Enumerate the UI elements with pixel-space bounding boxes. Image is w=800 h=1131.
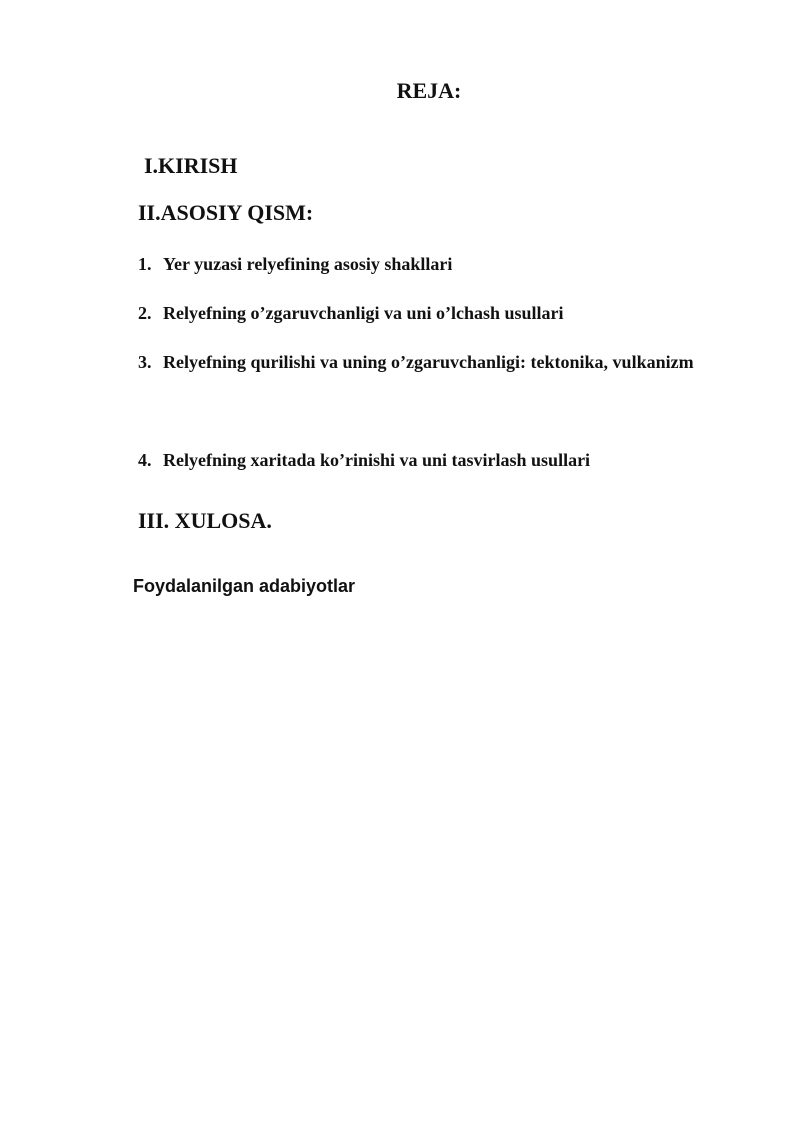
outline-item-number: 2.	[138, 303, 152, 323]
section-heading-conclusion: III. XULOSA.	[138, 508, 272, 533]
outline-item-text: Relyefning xaritada ko’rinishi va uni tasvirlash usullari	[163, 450, 591, 470]
outline-item-text: Relyefning o’zgaruvchanligi va uni o’lchash usullari	[163, 303, 564, 323]
outline-item-number: 1.	[138, 254, 152, 274]
outline-item-text: Relyefning qurilishi va uning o’zgaruvchanligi: tektonika, vulkanizm	[163, 352, 694, 372]
section-heading-main: II.ASOSIY QISM:	[138, 200, 314, 225]
outline-item	[138, 240, 742, 289]
outline-item-number: 3.	[138, 352, 152, 372]
references-heading: Foydalanilgan adabiyotlar	[133, 576, 356, 596]
outline-item	[138, 289, 742, 338]
outline-item	[138, 436, 742, 485]
outline-item-number: 4.	[138, 450, 152, 470]
document-title: REJA:	[396, 78, 462, 103]
outline-item	[138, 338, 742, 387]
outline-item-text: Yer yuzasi relyefining asosiy shakllari	[163, 254, 453, 274]
section-heading-intro: I.KIRISH	[144, 153, 238, 178]
